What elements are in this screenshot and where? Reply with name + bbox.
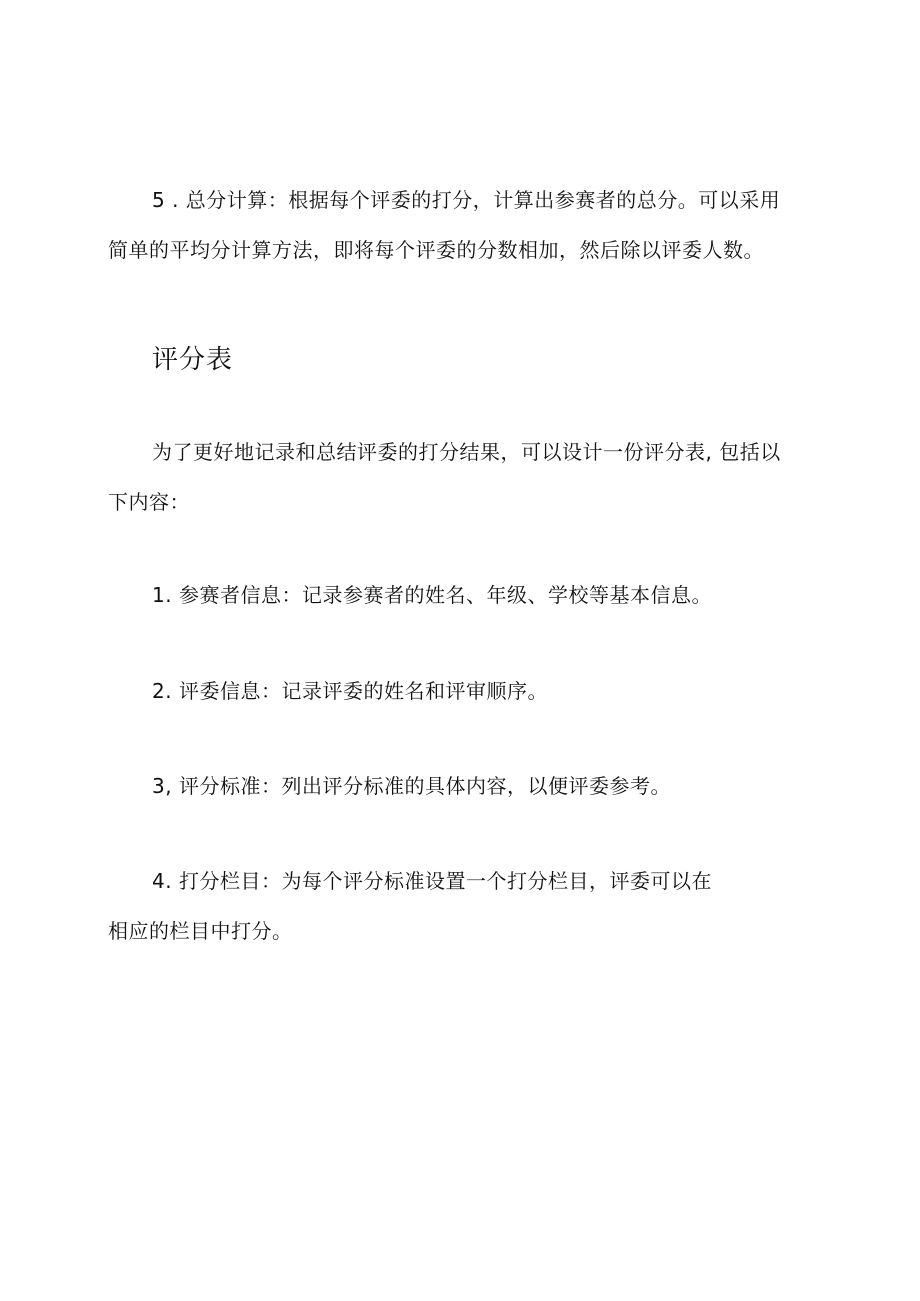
paragraph-total-line-1: 5 . 总分计算：根据每个评委的打分，计算出参赛者的总分。可以采用 xyxy=(152,188,781,212)
intro-line-2: 下内容： xyxy=(108,490,190,514)
paragraph-total-line-2: 简单的平均分计算方法，即将每个评委的分数相加，然后除以评委人数。 xyxy=(108,238,764,262)
section-heading: 评分表 xyxy=(152,345,234,375)
list-item-judge-info: 2. 评委信息：记录评委的姓名和评审顺序。 xyxy=(152,679,548,703)
list-item-scoring-criteria: 3, 评分标准：列出评分标准的具体内容，以便评委参考。 xyxy=(152,774,671,798)
intro-line-1: 为了更好地记录和总结评委的打分结果，可以设计一份评分表, 包括以 xyxy=(152,440,781,464)
list-item-score-columns-line-2: 相应的栏目中打分。 xyxy=(108,919,293,943)
list-item-participant-info: 1. 参赛者信息：记录参赛者的姓名、年级、学校等基本信息。 xyxy=(152,583,712,607)
list-item-score-columns-line-1: 4. 打分栏目：为每个评分标准设置一个打分栏目，评委可以在 xyxy=(152,869,712,893)
